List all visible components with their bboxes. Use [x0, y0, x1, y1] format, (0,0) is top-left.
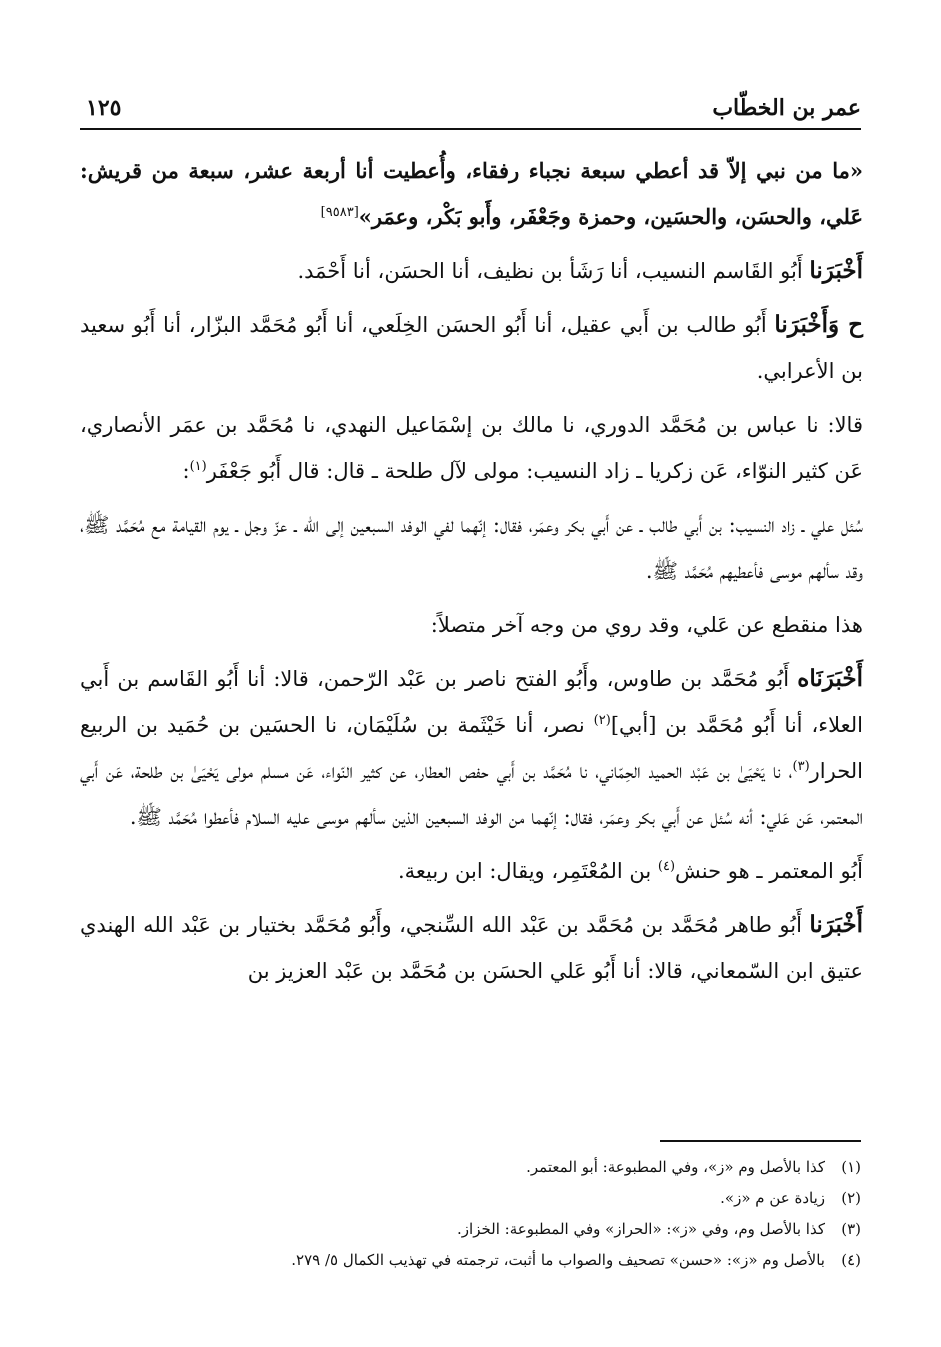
- hadith-paragraph: [80, 148, 863, 240]
- isnad-text: أَبُو القَاسم النسيب، أنا رَشَأ بن نظيف، أنا الحسَن، أنا أَحْمَد.: [297, 259, 810, 283]
- main-text: [80, 148, 863, 1002]
- isnad-lead-word: ح وَأَخْبَرَنا: [774, 311, 864, 338]
- commentary-paragraph: [80, 602, 863, 648]
- isnad-text: ، نا يَحْيَىٰ بن عَبْد الحميد الحِمّاني، نا مُحَمَّد بن أَبي حفص العطار، عن كثير النّواء، عَن مسلم مولى يَحْيَىٰ بن طلحة، عَن أَبي المعتمر، عَن عَلي: أنه سُئل عن أَبي بكر وعمَر، فقال: إنّهما من الوفد السبعين الذين سألهم موسى عليه السلام فأعطوا مُحَمَّد ﷺ.: [80, 759, 863, 829]
- narration-text: قالا: نا عباس بن مُحَمَّد الدوري، نا مالك بن إسْمَاعيل النهدي، نا مُحَمَّد بن عمَر الأنصاري، عَن كثير النوّاء، عَن زكريا ـ زاد النسيب: مولى لآل طلحة ـ قال: قال أَبُو جَعْفَر: [80, 413, 863, 483]
- footnote-number: (٣): [841, 1220, 861, 1238]
- isnad-text: أَبُو مُحَمَّد بن طاوس، وأَبُو الفتح ناصر بن عَبْد الرّحمن، قالا: أنا أَبُو القَاسم بن أَبي العلاء، أنا أَبُو مُحَمَّد بن [أبي]: [80, 667, 863, 737]
- narration-text-tail: :: [182, 459, 190, 483]
- isnad-paragraph: [80, 302, 863, 394]
- footnote: [80, 1183, 861, 1214]
- footnote-number: (١): [841, 1158, 861, 1176]
- commentary-paragraph: [80, 848, 863, 894]
- hadith-reference-number: [٩٥٨٣]: [320, 205, 359, 220]
- isnad-text: نصر، أنا خَيْثَمة بن سُلَيْمَان، نا الحسَين بن حُمَيد بن الربيع الحرار: [80, 713, 863, 783]
- footnote-text: زيادة عن م «ز».: [720, 1189, 825, 1207]
- narration-paragraph: [80, 502, 863, 594]
- footnote: [80, 1152, 861, 1183]
- commentary-text: هذا منقطع عن عَلي، وقد روي من وجه آخر متصلاً:: [430, 613, 863, 637]
- isnad-paragraph: [80, 902, 863, 994]
- footnote-text: كذا بالأصل وم، وفي «ز»: «الحراز» وفي المطبوعة: الخزاز.: [457, 1220, 825, 1238]
- footnote-marker: (٣): [792, 759, 810, 774]
- isnad-text: أَبُو طاهر مُحَمَّد بن مُحَمَّد بن عَبْد الله السِّنجي، وأَبُو مُحَمَّد بختيار بن عَبْد الله الهندي عتيق ابن السّمعاني، قالا: أنا أَبُو عَلي الحسَن بن مُحَمَّد بن عَبْد العزيز بن: [80, 913, 863, 983]
- isnad-text: أَبُو طالب بن أَبي عقيل، أنا أَبُو الحسَن الخِلَعي، أنا أَبُو مُحَمَّد البزّار، أنا أَبُو سعيد بن الأعرابي.: [80, 313, 863, 383]
- footnote-marker: (٤): [657, 859, 676, 874]
- narration-paragraph: [80, 402, 863, 494]
- isnad-lead-word: أَخْبَرَنَاه: [797, 665, 863, 692]
- header-divider: [80, 128, 861, 130]
- footnote: [80, 1214, 861, 1245]
- isnad-paragraph: [80, 656, 863, 840]
- isnad-paragraph: [80, 248, 863, 294]
- footnote: [80, 1245, 861, 1276]
- isnad-lead-word: أَخْبَرَنا: [809, 257, 863, 284]
- footnote-number: (٢): [841, 1189, 861, 1207]
- hadith-quote: «ما من نبي إلاّ قد أعطي سبعة نجباء رفقاء، وأُعطيت أنا أربعة عشر، سبعة من قريش: عَلي، والحسَن، والحسَين، وحمزة وجَعْفَر، وأَبو بَكْر، وعمَر»: [80, 158, 863, 229]
- footnote-marker: (١): [189, 459, 207, 474]
- narration-text: سُئل علي ـ زاد النسيب: بن أَبي طالب ـ عن أَبي بكر وعمَر، فقال: إنّهما لفي الوفد السبعين إلى الله ـ عزّ وجل ـ يوم القيامة مع مُحَمَّد ﷺ، وقد سألهم موسى فأعطيهم مُحَمَّد ﷺ.: [80, 513, 863, 583]
- isnad-lead-word: أَخْبَرَنا: [809, 911, 863, 938]
- commentary-text: أَبُو المعتمر ـ هو حنش: [675, 859, 863, 883]
- page-number: ١٢٥: [86, 95, 122, 121]
- footnote-marker: (٢): [593, 713, 611, 728]
- footnote-text: بالأصل وم «ز»: «حسن» تصحيف والصواب ما أثبت، ترجمته في تهذيب الكمال ٥/ ٢٧٩.: [291, 1251, 825, 1269]
- commentary-text-tail: بن المُعْتَمِر، ويقال: ابن ربيعة.: [397, 859, 658, 883]
- footnotes: [80, 1152, 861, 1276]
- footnote-text: كذا بالأصل وم «ز»، وفي المطبوعة: أبو المعتمر.: [526, 1158, 825, 1176]
- running-header-title: عمر بن الخطّاب: [712, 95, 861, 121]
- footnote-number: (٤): [841, 1251, 861, 1269]
- footnote-divider: [660, 1140, 861, 1142]
